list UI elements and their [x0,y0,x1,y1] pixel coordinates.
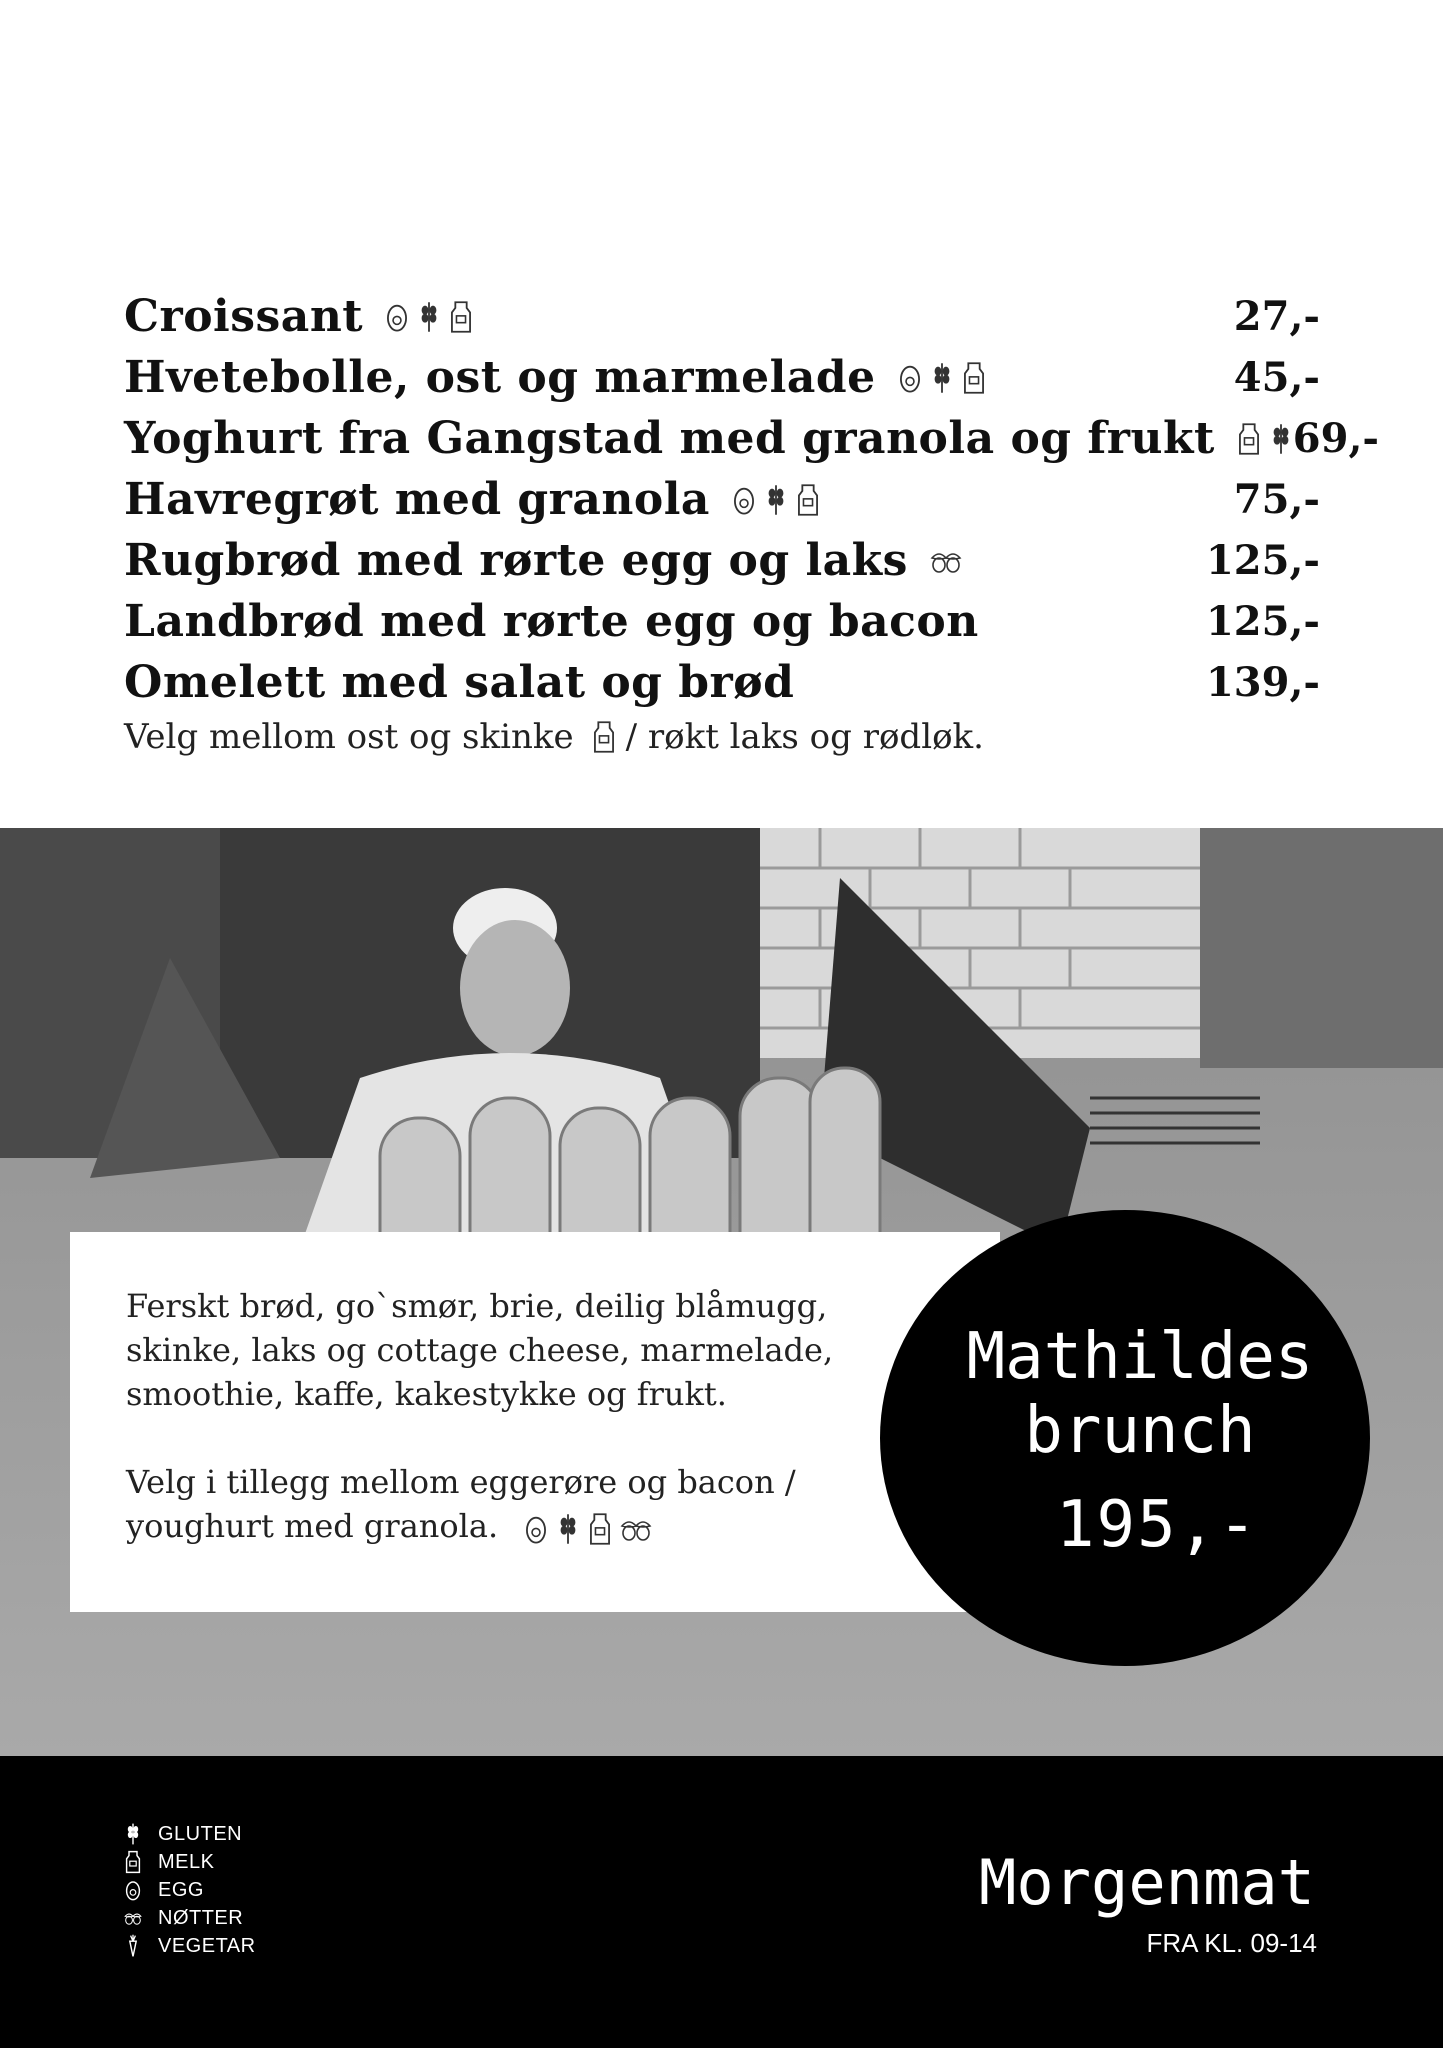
legend-label: NØTTER [158,1906,244,1929]
brunch-price-badge [880,1210,1370,1666]
legend-label: MELK [158,1850,215,1873]
brunch-contents: Ferskt brød, go`smør, brie, deilig blåmugg, skinke, laks og cottage cheese, marmelade, smoothie, kaffe, kakestykke og frukt. [126,1287,834,1413]
milk-icon [796,483,820,517]
menu-item-havregrot [124,469,1320,530]
menu-item-price: 139,- [1205,659,1320,706]
gluten-icon [556,1512,580,1546]
brunch-icons [524,1512,652,1546]
milk-icon [449,300,473,334]
milk-icon [962,361,986,395]
menu-item-name: Landbrød med rørte egg og bacon [124,596,979,647]
menu-list [124,286,1379,757]
section-title: Morgenmat [979,1846,1315,1919]
menu-item-name: Havregrøt med granola [124,474,710,525]
menu-item-croissant [124,286,1320,347]
allergen-icons [930,546,962,576]
menu-item-yoghurt [124,408,1379,469]
carrot-icon [124,1934,142,1958]
menu-item-price: 27,- [1233,293,1320,340]
menu-item-price: 69,- [1292,415,1379,462]
legend-label: VEGETAR [158,1934,256,1957]
menu-item-price: 125,- [1205,598,1320,645]
omelett-note [124,717,1320,757]
menu-item-omelett [124,652,1320,713]
gluten-icon [930,361,954,395]
brunch-title: Mathildes brunch [966,1320,1314,1468]
gluten-icon [764,483,788,517]
menu-item-price: 45,- [1233,354,1320,401]
menu-item-name: Omelett med salat og brød [124,657,795,708]
legend-item-vegetarian [124,1932,256,1960]
gluten-icon [124,1822,142,1846]
footer [0,1756,1443,2048]
gluten-icon [1269,422,1293,456]
brunch-extra-paragraph [126,1460,886,1548]
legend-item-egg [124,1876,256,1904]
brunch-price: 195,- [1056,1488,1259,1562]
egg-icon [524,1512,548,1546]
opening-hours: FRA KL. 09-14 [1146,1928,1317,1958]
egg-icon [732,483,756,517]
egg-icon [124,1878,142,1902]
legend-label: EGG [158,1878,204,1901]
legend-item-milk [124,1848,256,1876]
note-text-start: Velg mellom ost og skinke [124,717,574,757]
gluten-icon [417,300,441,334]
milk-icon [124,1850,142,1874]
note-text-end: / røkt laks og rødløk. [625,717,984,757]
brunch-description [126,1284,886,1548]
legend-label: GLUTEN [158,1822,243,1845]
legend-item-nuts [124,1904,256,1932]
legend-item-gluten [124,1820,256,1848]
allergen-legend [124,1820,256,1960]
menu-item-rugbrod [124,530,1320,591]
menu-item-price: 125,- [1205,537,1320,584]
menu-item-hvetebolle [124,347,1320,408]
brunch-extra: Velg i tillegg mellom eggerøre og bacon / youghurt med granola. [126,1463,796,1545]
egg-icon [385,300,409,334]
allergen-icons [732,483,820,517]
nut-icon [930,546,962,576]
menu-item-name: Croissant [124,291,364,342]
note-icons [592,720,616,754]
allergen-icons [385,300,473,334]
nut-icon [124,1906,142,1930]
menu-item-landbrod [124,591,1320,652]
nut-icon [620,1514,652,1544]
allergen-icons [1237,422,1293,456]
allergen-icons [898,361,986,395]
egg-icon [898,361,922,395]
milk-icon [592,720,616,754]
milk-icon [1237,422,1261,456]
menu-item-price: 75,- [1233,476,1320,523]
menu-item-name: Hvetebolle, ost og marmelade [124,352,876,403]
brunch-info-box [70,1232,1000,1612]
menu-item-name: Rugbrød med rørte egg og laks [124,535,908,586]
menu-item-name: Yoghurt fra Gangstad med granola og frukt [124,413,1215,464]
milk-icon [588,1512,612,1546]
